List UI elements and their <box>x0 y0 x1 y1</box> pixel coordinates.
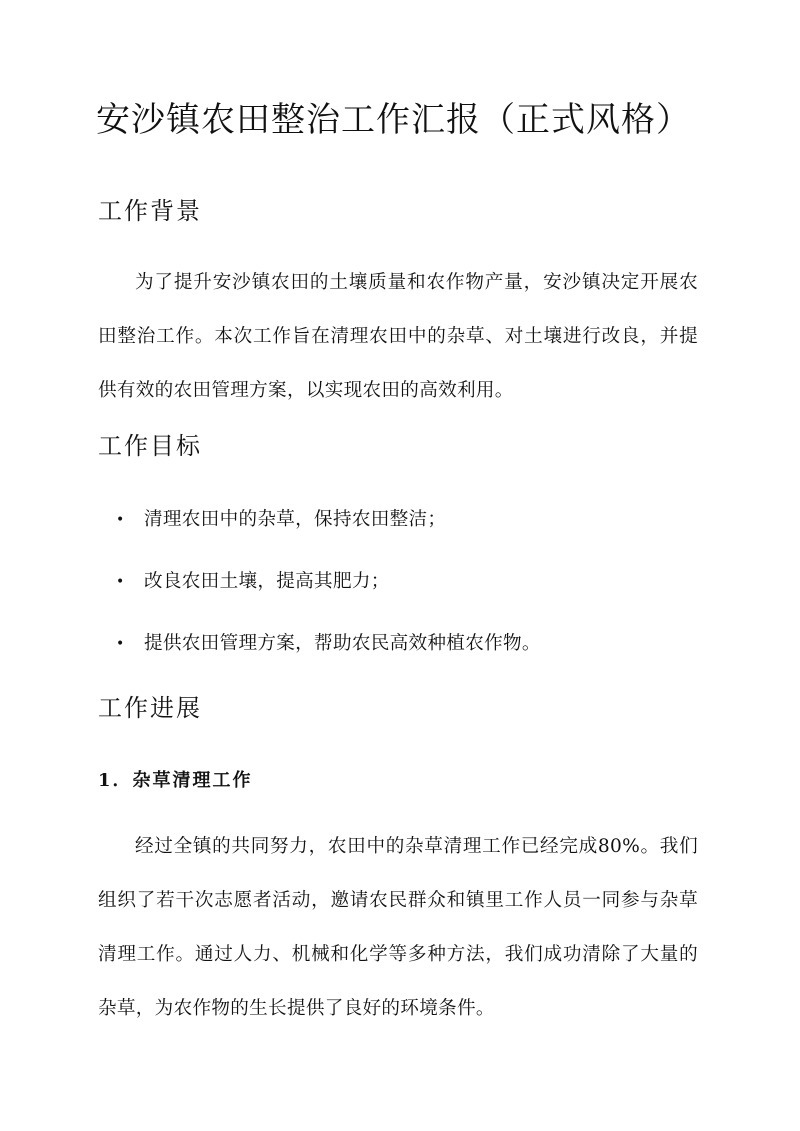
list-item-text: 改良农田土壤，提高其肥力； <box>144 571 390 592</box>
bullet-icon: • <box>116 512 125 528</box>
list-item-text: 提供农田管理方案，帮助农民高效种植农作物。 <box>144 633 541 654</box>
bullet-icon: • <box>116 574 125 590</box>
list-item <box>98 554 698 616</box>
weed-clearing-paragraph: 经过全镇的共同努力，农田中的杂草清理工作已经完成80%。我们组织了若干次志愿者活动，邀请农民群众和镇里工作人员一同参与杂草清理工作。通过人力、机械和化学等多种方法，我们成功清除了大量的杂草，为农作物的生长提供了良好的环境条件。 <box>98 836 698 1019</box>
section-heading-goals: 工作目标 <box>98 432 202 460</box>
list-item-text: 清理农田中的杂草，保持农田整洁； <box>144 509 447 530</box>
background-paragraph: 为了提升安沙镇农田的土壤质量和农作物产量，安沙镇决定开展农田整治工作。本次工作旨在清理农田中的杂草、对土壤进行改良，并提供有效的农田管理方案，以实现农田的高效利用。 <box>98 272 698 401</box>
section-heading-background: 工作背景 <box>98 197 202 225</box>
list-item <box>98 616 698 678</box>
list-item <box>98 492 698 554</box>
bullet-icon: • <box>116 636 125 652</box>
subsection-heading-weed-clearing: 1．杂草清理工作 <box>98 770 253 791</box>
section-heading-progress: 工作进展 <box>98 694 202 722</box>
goals-list <box>98 492 698 678</box>
document-title: 安沙镇农田整治工作汇报（正式风格） <box>96 100 691 140</box>
